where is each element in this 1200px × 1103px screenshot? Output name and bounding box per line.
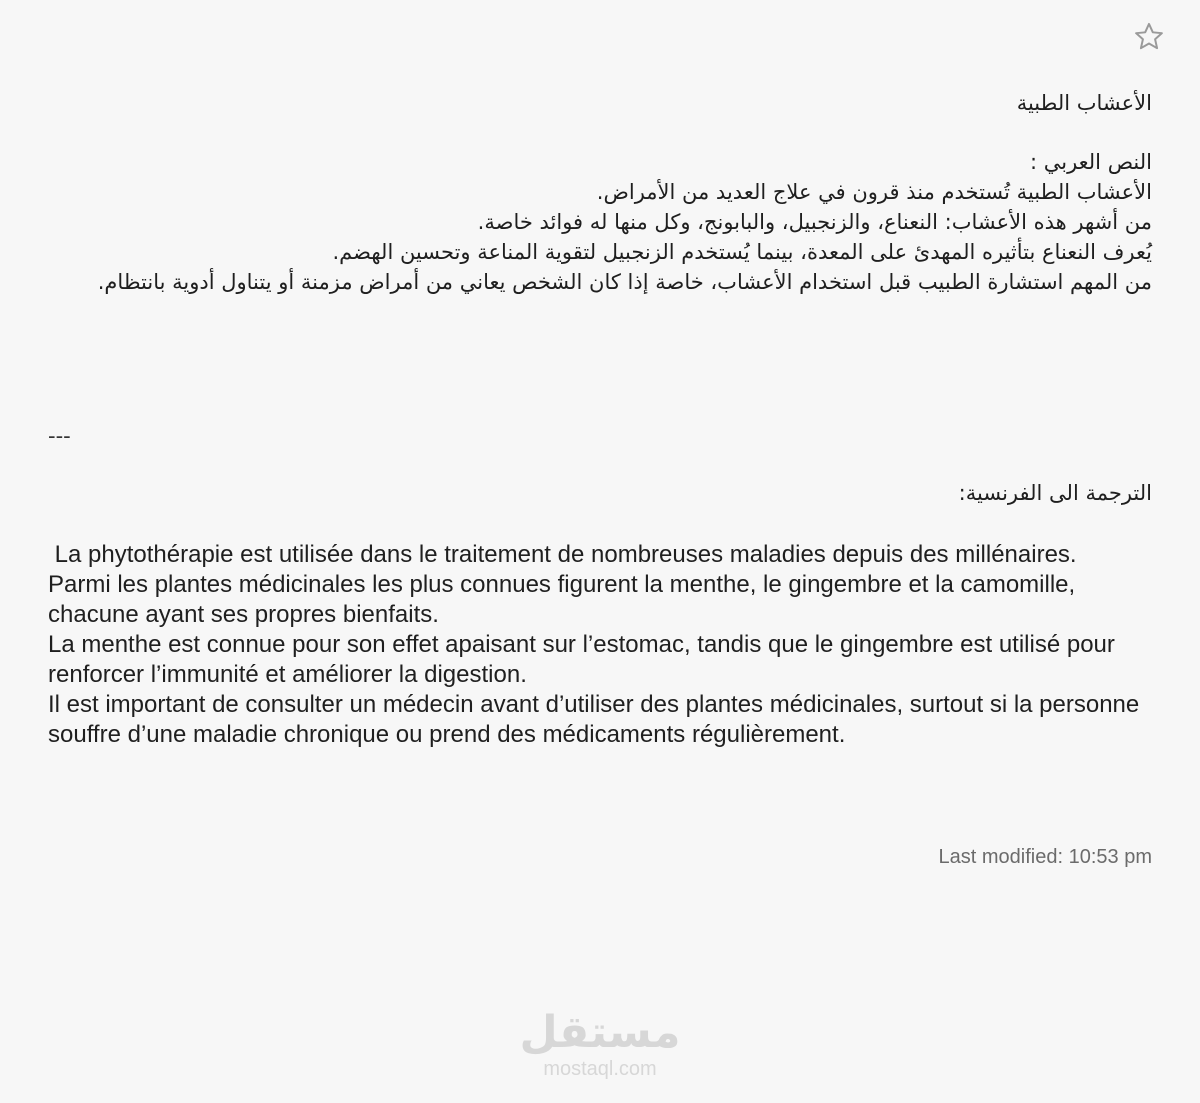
watermark xyxy=(0,1008,1200,1080)
star-icon[interactable] xyxy=(1132,20,1166,54)
french-paragraph: La phytothérapie est utilisée dans le traitement de nombreuses maladies depuis des millénaires. xyxy=(48,541,1077,568)
french-heading: الترجمة الى الفرنسية: xyxy=(958,481,1152,505)
last-modified-label: Last modified: 10:53 pm xyxy=(938,846,1152,868)
arabic-text-block xyxy=(48,147,1152,297)
french-paragraph: Il est important de consulter un médecin avant d’utiliser des plantes médicinales, surtout si la personne souffre d’une maladie chronique ou prend des médicaments régulièrement. xyxy=(48,691,1140,748)
arabic-line: يُعرف النعناع بتأثيره المهدئ على المعدة، بينما يُستخدم الزنجبيل لتقوية المناعة وتحسين الهضم. xyxy=(332,240,1152,264)
watermark-logo: مستقل xyxy=(519,1007,681,1058)
arabic-line: من أشهر هذه الأعشاب: النعناع، والزنجبيل، والبابونج، وكل منها له فوائد خاصة. xyxy=(477,210,1152,234)
arabic-heading: النص العربي : xyxy=(1029,150,1152,174)
french-text-block xyxy=(48,540,1152,750)
watermark-domain: mostaql.com xyxy=(543,1058,657,1080)
french-paragraph: La menthe est connue pour son effet apaisant sur l’estomac, tandis que le gingembre est utilisé pour renforcer l’immunité et améliorer la digestion. xyxy=(48,631,1115,688)
arabic-line: من المهم استشارة الطبيب قبل استخدام الأعشاب، خاصة إذا كان الشخص يعاني من أمراض مزمنة أو يتناول أدوية بانتظام. xyxy=(97,270,1152,294)
section-divider: --- xyxy=(48,424,71,448)
french-paragraph: Parmi les plantes médicinales les plus connues figurent la menthe, le gingembre et la camomille, chacune ayant ses propres bienfaits. xyxy=(48,571,1076,628)
note-title: الأعشاب الطبية xyxy=(1016,91,1152,115)
arabic-line: الأعشاب الطبية تُستخدم منذ قرون في علاج العديد من الأمراض. xyxy=(596,180,1152,204)
